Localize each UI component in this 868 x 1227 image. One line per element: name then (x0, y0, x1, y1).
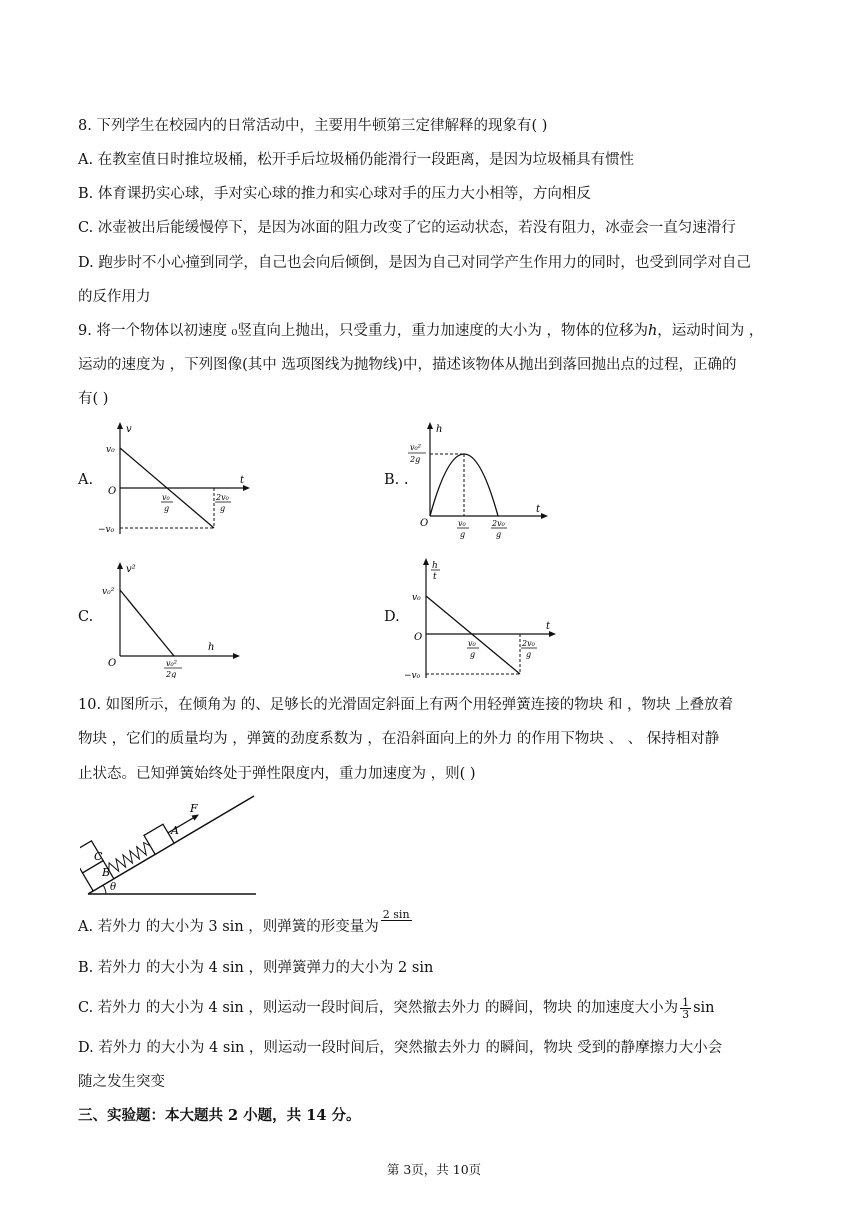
q9-stem-line2: 运动的速度为 ，下列图像(其中 选项图线为抛物线)中，描述该物体从抛出到落回抛出点的过程，正确的 (78, 357, 737, 373)
block-a-label: A (171, 824, 179, 837)
q8-option-d-line1: D. 跑步时不小心撞到同学，自己也会向后倾倒，是因为自己对同学产生作用力的同时，也受到同学对自己 (78, 255, 751, 271)
section-3-heading: 三、实验题：本大题共 2 小题，共 14 分。 (78, 1107, 361, 1124)
graph-d-x-end-den: g (526, 650, 532, 659)
q9-option-c-label: C. (78, 609, 94, 625)
graph-a-y-top: v₀ (106, 445, 115, 455)
graph-c-x-end-num: v₀² (166, 659, 177, 668)
q9-graph-a (96, 420, 256, 538)
q10-option-c: C. 若外力 的大小为 4 sin ，则运动一段时间后，突然撤去外力 的瞬间，物块 的加速度大小为 $\frac{1}{3}$ sin (78, 995, 715, 1021)
graph-b-x-mid-den: g (460, 530, 466, 539)
q9-option-a-label: A. (78, 472, 94, 488)
graph-c-x-end-den: 2g (166, 670, 177, 678)
block-c-label: C (94, 850, 103, 863)
q10-stem-line3: 止状态。已知弹簧始终处于弹性限度内，重力加速度为 ，则( ) (78, 766, 476, 782)
graph-a-x-end-den: g (220, 504, 226, 513)
graph-a-x-axis-label: t (240, 475, 245, 486)
page-footer: 第 3页，共 10页 (386, 1162, 482, 1177)
q8-stem: 8. 下列学生在校园内的日常活动中，主要用牛顿第三定律解释的现象有( ) (78, 118, 548, 134)
graph-d-x-axis-label: t (546, 621, 551, 632)
graph-b-origin: O (420, 518, 429, 529)
graph-d-x-mid-num: v₀ (468, 639, 476, 648)
graph-c-x-axis-label: h (208, 642, 215, 653)
graph-a-y-bottom: −v₀ (98, 525, 115, 535)
graph-b-x-axis-label: t (536, 504, 541, 515)
graph-d-y-axis-num: h (432, 561, 438, 571)
graph-d-y-bottom: −v₀ (404, 671, 421, 681)
graph-b-y-top-den: 2g (410, 455, 421, 464)
graph-b-y-axis-label: h (436, 424, 443, 435)
q8-option-a: A. 在教室值日时推垃圾桶，松开手后垃圾桶仍能滑行一段距离，是因为垃圾桶具有惯性 (78, 152, 635, 168)
force-label: F (190, 802, 198, 815)
graph-b-x-end-den: g (496, 530, 502, 539)
graph-a-origin: O (108, 486, 117, 497)
q9-graph-d (402, 556, 562, 682)
q9-stem-line1: 9. 将一个物体以初速度 ₀竖直向上抛出，只受重力，重力加速度的大小为 ，物体的位移为ℎ，运动时间为 ， (78, 323, 764, 339)
graph-d-y-top: v₀ (412, 593, 421, 603)
graph-d-y-axis-den: t (433, 572, 437, 582)
q10-stem-line2: 物块 ，它们的质量均为 ，弹簧的劲度系数为 ，在沿斜面向上的外力 的作用下物块 、 、 保持相对静 (78, 731, 720, 747)
graph-a-x-mid-num: v₀ (162, 493, 170, 502)
graph-d-origin: O (414, 632, 423, 643)
graph-d-x-end-num: 2v₀ (522, 639, 535, 648)
graph-c-y-axis-label: v² (126, 564, 136, 575)
graph-b-x-mid-num: v₀ (458, 519, 466, 528)
q10-option-b: B. 若外力 的大小为 4 sin ，则弹簧弹力的大小为 2 sin (78, 960, 434, 976)
graph-a-y-axis-label: v (126, 424, 132, 435)
graph-b-x-end-num: 2v₀ (492, 519, 505, 528)
q9-stem-line3: 有( ) (78, 391, 109, 407)
angle-label: θ (110, 882, 117, 893)
q10-stem-line1: 10. 如图所示，在倾角为 的、足够长的光滑固定斜面上有两个用轻弹簧连接的物块 和 ，物块 上叠放着 (78, 697, 734, 713)
q9-option-b-label: B. . (384, 472, 409, 488)
graph-b-y-top-num: v₀² (410, 443, 421, 452)
q10-option-d-line2: 随之发生突变 (78, 1074, 165, 1090)
q8-option-b: B. 体育课扔实心球，手对实心球的推力和实心球对手的压力大小相等，方向相反 (78, 186, 591, 202)
graph-a-x-end-num: 2v₀ (216, 493, 229, 502)
graph-c-origin: O (108, 658, 117, 669)
graph-a-x-mid-den: g (164, 504, 170, 513)
block-b-label: B (102, 866, 111, 879)
q8-option-c: C. 冰壶被出后能缓慢停下，是因为冰面的阻力改变了它的运动状态，若没有阻力，冰壶会一直匀速滑行 (78, 220, 736, 236)
q9-graph-b (404, 420, 554, 540)
graph-d-x-mid-den: g (470, 650, 476, 659)
q10-option-d-line1: D. 若外力 的大小为 4 sin ，则运动一段时间后，突然撤去外力 的瞬间，物块 受到的静摩擦力大小会 (78, 1040, 723, 1056)
q10-option-a: A. 若外力 的大小为 3 sin ，则弹簧的形变量为 2 sin (78, 907, 410, 935)
q10-incline-figure (80, 790, 260, 900)
q9-graph-c (96, 560, 246, 678)
q9-option-d-label: D. (384, 609, 400, 625)
graph-c-y-top: v₀² (102, 587, 115, 597)
block-a (144, 824, 174, 854)
q8-option-d-line2: 的反作用力 (78, 289, 151, 305)
